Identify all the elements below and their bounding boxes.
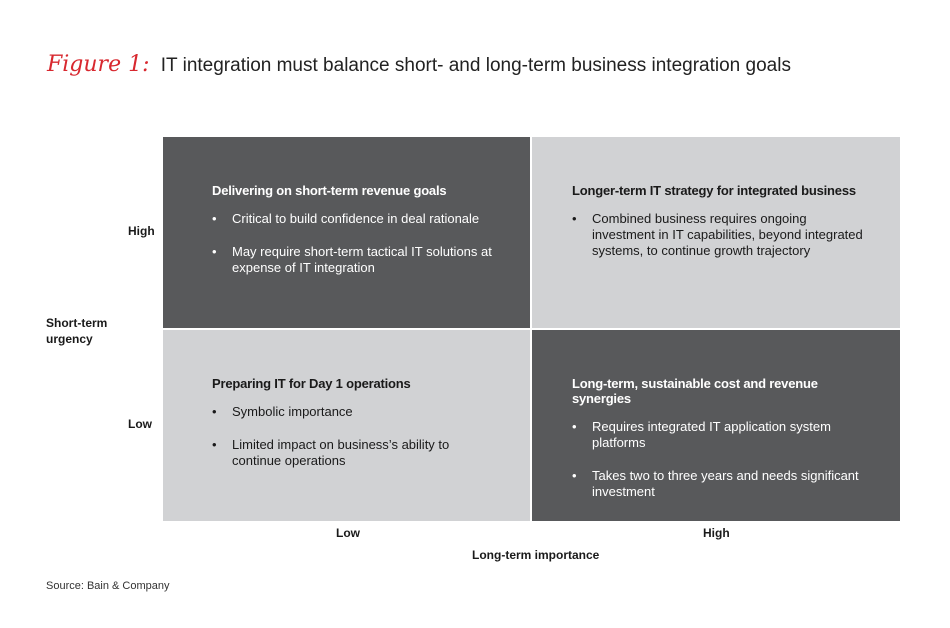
quadrant-bottom-left [163,330,530,521]
bullet-item: • Symbolic importance [212,404,500,420]
quadrant-bullet-list [212,404,500,469]
figure-label: Figure 1: [47,52,150,77]
source-note: Source: Bain & Company [46,580,170,592]
bullet-item: • May require short-term tactical IT solutions at expense of IT integration [212,244,500,276]
quadrant-heading: Longer-term IT strategy for integrated business [572,183,856,198]
quadrant-bullet-list [572,211,870,259]
y-axis-title: Short-term urgency [46,316,108,346]
priority-matrix [163,137,900,521]
bullet-item: • Takes two to three years and needs significant investment [572,468,870,500]
figure-title-text: IT integration must balance short- and long-term business integration goals [160,55,791,76]
quadrant-heading: Preparing IT for Day 1 operations [212,376,411,391]
quadrant-top-right [532,137,900,328]
bullet-item: • Limited impact on business’s ability to continue operations [212,437,500,469]
quadrant-bullet-list [212,211,500,276]
x-axis-low-label: Low [336,526,360,540]
bullet-item: • Combined business requires ongoing investment in IT capabilities, beyond integrated systems, to continue growth trajectory [572,211,870,259]
x-axis-high-label: High [703,526,730,540]
y-axis-low-label: Low [128,417,152,431]
x-axis-title: Long-term importance [472,548,600,562]
figure-title [47,52,791,77]
quadrant-heading: Long-term, sustainable cost and revenue synergies [572,376,818,406]
quadrant-bullet-list [572,419,870,500]
bullet-item: • Requires integrated IT application system platforms [572,419,870,451]
bullet-item: • Critical to build confidence in deal rationale [212,211,500,227]
y-axis-high-label: High [128,224,155,238]
quadrant-top-left [163,137,530,328]
quadrant-bottom-right [532,330,900,521]
quadrant-heading: Delivering on short-term revenue goals [212,183,447,198]
